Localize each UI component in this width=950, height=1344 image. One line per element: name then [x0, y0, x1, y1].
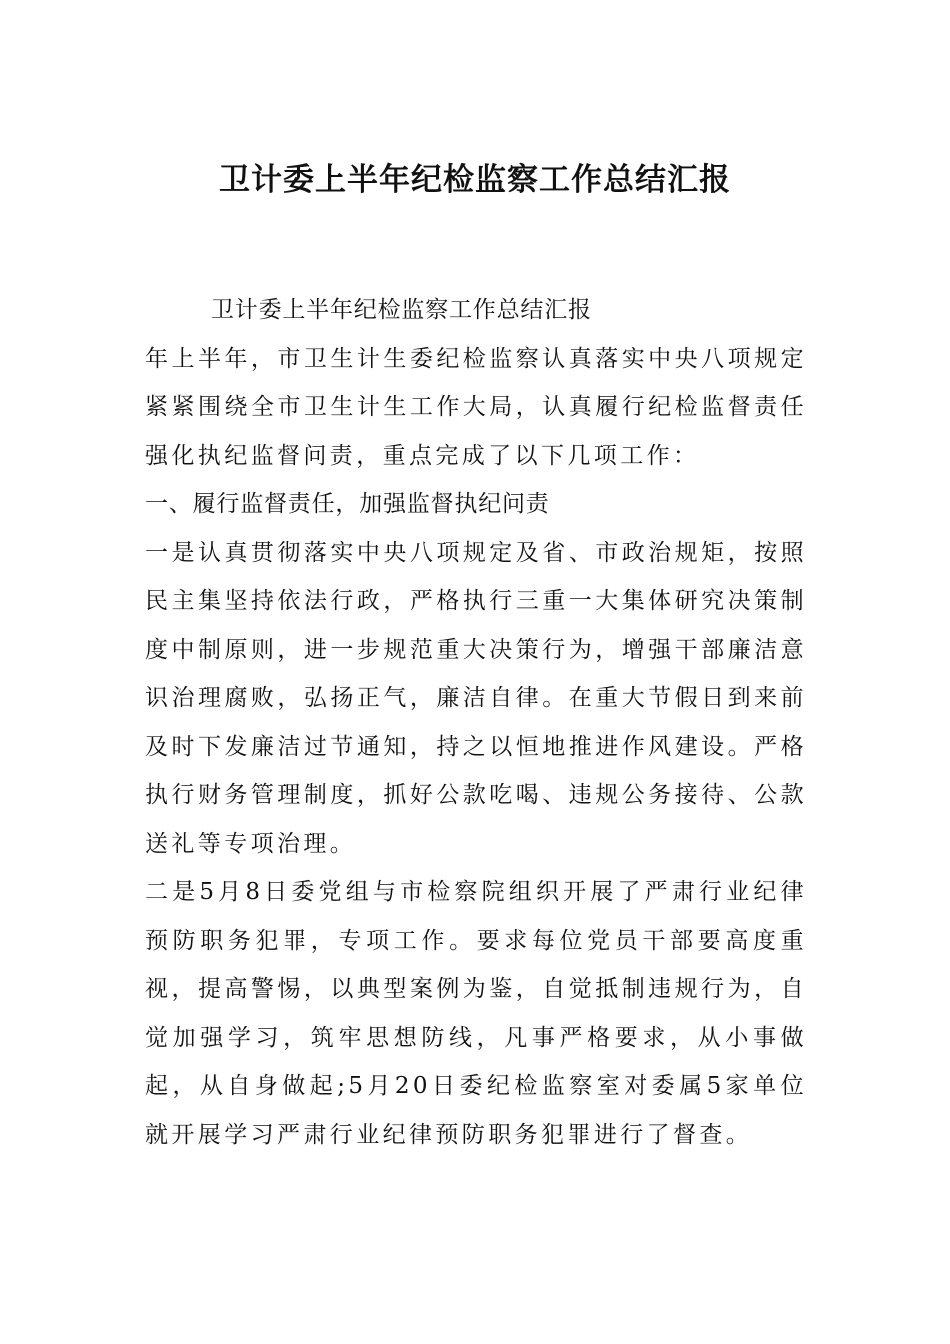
- paragraph-item-one: 一是认真贯彻落实中央八项规定及省、市政治规矩，按照民主集坚持依法行政，严格执行三重一大集体研究决策制度中制原则，进一步规范重大决策行为，增强干部廉洁意识治理腐败，弘扬正气，廉洁自律。在重大节假日到来前及时下发廉洁过节通知，持之以恒地推进作风建设。严格执行财务管理制度，抓好公款吃喝、违规公务接待、公款送礼等专项治理。: [145, 539, 807, 857]
- paragraph-item-two: 二是5月8日委党组与市检察院组织开展了严肃行业纪律预防职务犯罪，专项工作。要求每位党员干部要高度重视，提高警惕，以典型案例为鉴，自觉抵制违规行为，自觉加强学习，筑牢思想防线，凡事严格要求，从小事做起，从自身做起;5月20日委纪检监察室对委属5家单位就开展学习严肃行业纪律预防职务犯罪进行了督查。: [145, 879, 807, 1148]
- intro-paragraph: 年上半年，市卫生计生委纪检监察认真落实中央八项规定紧紧围绕全市卫生计生工作大局，认真履行纪检监督责任强化执纪监督问责，重点完成了以下几项工作：: [145, 345, 807, 469]
- document-title: 卫计委上半年纪检监察工作总结汇报: [219, 162, 731, 198]
- document-body: [145, 286, 807, 1159]
- body-subtitle: 卫计委上半年纪检监察工作总结汇报: [211, 297, 592, 323]
- section-heading: 一、履行监督责任，加强监督执纪问责: [145, 491, 550, 517]
